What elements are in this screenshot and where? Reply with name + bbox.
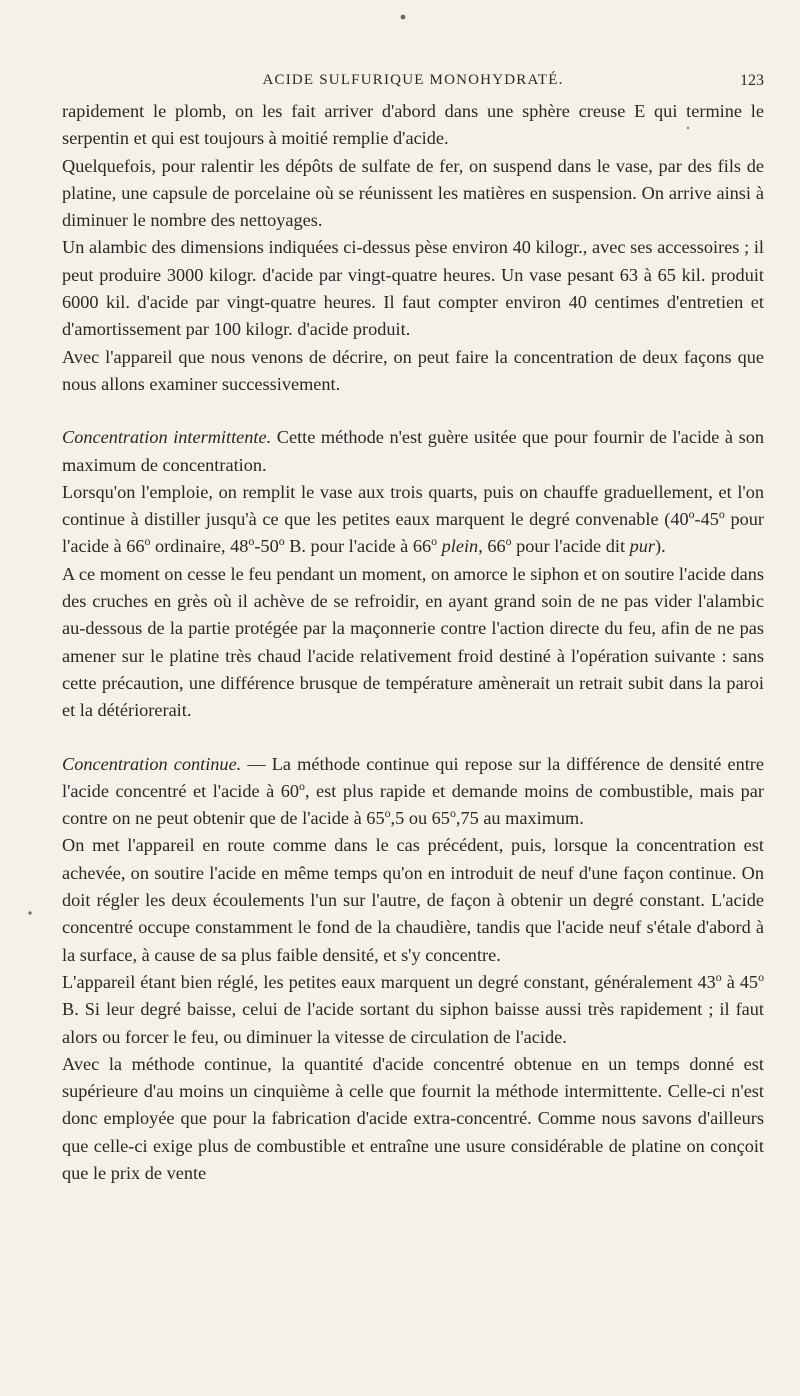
text-run: ,5 ou 65 (390, 808, 450, 829)
degree-mark: o (299, 778, 305, 793)
text-run: -50 (254, 536, 279, 557)
degree-mark: o (688, 507, 695, 522)
text-run: pour l'acide à 66 (62, 509, 764, 557)
text-run: L'appareil étant bien réglé, les petites eaux marquent un degré constant, généralement 43 (62, 971, 716, 992)
degree-mark: o (431, 534, 438, 549)
text-run: B. Si leur degré baisse, celui de l'acide sortant du siphon baisse aussi très rapidement ; il faut alors ou forcer le feu, ou diminuer la vitesse de circulation de l'acide. (62, 999, 764, 1047)
text-run: -45 (694, 509, 719, 530)
paragraph-continuous-intro (62, 751, 764, 833)
running-title: ACIDE SULFURIQUE MONOHYDRATÉ. (262, 72, 564, 88)
body-text (62, 98, 764, 1187)
text-run: Lorsqu'on l'emploie, on remplit le vase aux trois quarts, puis on chauffe graduellement, et l'on continue à distiller jusqu'à ce que les petites eaux marquent le degré convenable (40 (62, 481, 764, 530)
degree-mark: o (384, 806, 391, 821)
paragraph-continuous-b (62, 969, 764, 1051)
degree-mark: o (505, 534, 512, 549)
degree-mark: o (449, 806, 456, 821)
paragraph: Un alambic des dimensions indiquées ci-dessus pèse environ 40 kilogr., avec ses accessoires ; il peut produire 3000 kilogr. d'acide par vingt-quatre heures. Un vase pesant 63 à 65 kil. produit 6000 kil. d'acide par vingt-quatre heures. Il faut compter environ 40 centimes d'entretien et d'amortissement par 100 kilogr. d'acide produit. (62, 237, 764, 340)
paragraph: rapidement le plomb, on les fait arriver d'abord dans une sphère creuse E qui termine le serpentin et qui est toujours à moitié remplie d'acide. (62, 101, 764, 149)
paragraph-intermittent-b: A ce moment on cesse le feu pendant un moment, on amorce le siphon et on soutire l'acide dans des cruches en grès où il achève de se refroidir, en ayant grand soin de ne pas vider l'alambic au-dessous de la partie protégée par la maçonnerie contre l'action directe du feu, afin de ne pas amener sur le platine très chaud l'acide relativement froid destiné à l'opération suivante : sans cette précaution, une différence brusque de température amènerait un retrait subit dans la paroi et la détériorerait. (62, 563, 764, 721)
paragraph-continuous-c: Avec la méthode continue, la quantité d'acide concentré obtenue en un temps donné est supérieure d'au moins un cinquième à celle que fournit la méthode intermittente. Celle-ci n'est donc employée que pour la fabrication d'acide extra-concentré. Comme nous savons d'ailleurs que celle-ci exige plus de combustible et entraîne une usure considérable de platine on conçoit que le prix de vente (62, 1053, 764, 1183)
degree-mark: o (248, 534, 255, 549)
italic-word: plein (441, 536, 479, 557)
section-heading-intermittent: Concentration intermittente. (62, 427, 272, 448)
text-run: , 66 (478, 536, 506, 557)
degree-mark: o (144, 534, 151, 549)
paragraph: Avec l'appareil que nous venons de décrire, on peut faire la concentration de deux façons que nous allons examiner successivement. (62, 346, 764, 394)
paragraph-continuous-a: On met l'appareil en route comme dans le cas précédent, puis, lorsque la concentration est achevée, on soutire l'acide en même temps qu'on en introduit de neuf d'une façon continue. On doit régler les deux écoulements l'un sur l'autre, de façon à obtenir un degré constant. L'acide concentré occupe constamment le fond de la chaudière, tandis que l'acide neuf s'étale d'abord à la surface, à cause de sa plus faible densité, et s'y concentre. (62, 835, 764, 965)
text-run: — La méthode continue qui repose sur la différence de densité entre l'acide concentré et l'acide à 60 (62, 753, 764, 801)
page-number: 123 (740, 72, 764, 89)
text-run: , est plus rapide et demande moins de combustible, mais par contre on ne peut obtenir que de l'acide à 65 (62, 780, 764, 829)
degree-mark: o (715, 969, 722, 984)
degree-mark: o (278, 534, 285, 549)
section-heading-continuous: Concentration continue. (62, 753, 242, 774)
text-run: ,75 au maximum. (455, 808, 584, 829)
page-header (62, 70, 764, 94)
text-run: B. pour l'acide à 66 (284, 536, 432, 557)
text-run: pour l'acide dit (511, 536, 630, 557)
degree-mark: o (718, 507, 725, 522)
italic-word: pur (629, 536, 655, 557)
intermittent-intro-text: Cette méthode n'est guère usitée que pour fournir de l'acide à son maximum de concentration. (62, 427, 764, 475)
paragraph-intermittent-intro (62, 424, 764, 479)
paragraph: Quelquefois, pour ralentir les dépôts de sulfate de fer, on suspend dans le vase, par des fils de platine, une capsule de porcelaine où se réunissent les matières en suspension. On arrive ainsi à diminuer le nombre des nettoyages. (62, 155, 764, 231)
paragraph-intermittent-a (62, 479, 764, 561)
text-run: à 45 (721, 971, 759, 992)
text-run: ). (655, 536, 666, 557)
text-run: ordinaire, 48 (150, 536, 249, 557)
degree-mark: o (758, 969, 764, 984)
